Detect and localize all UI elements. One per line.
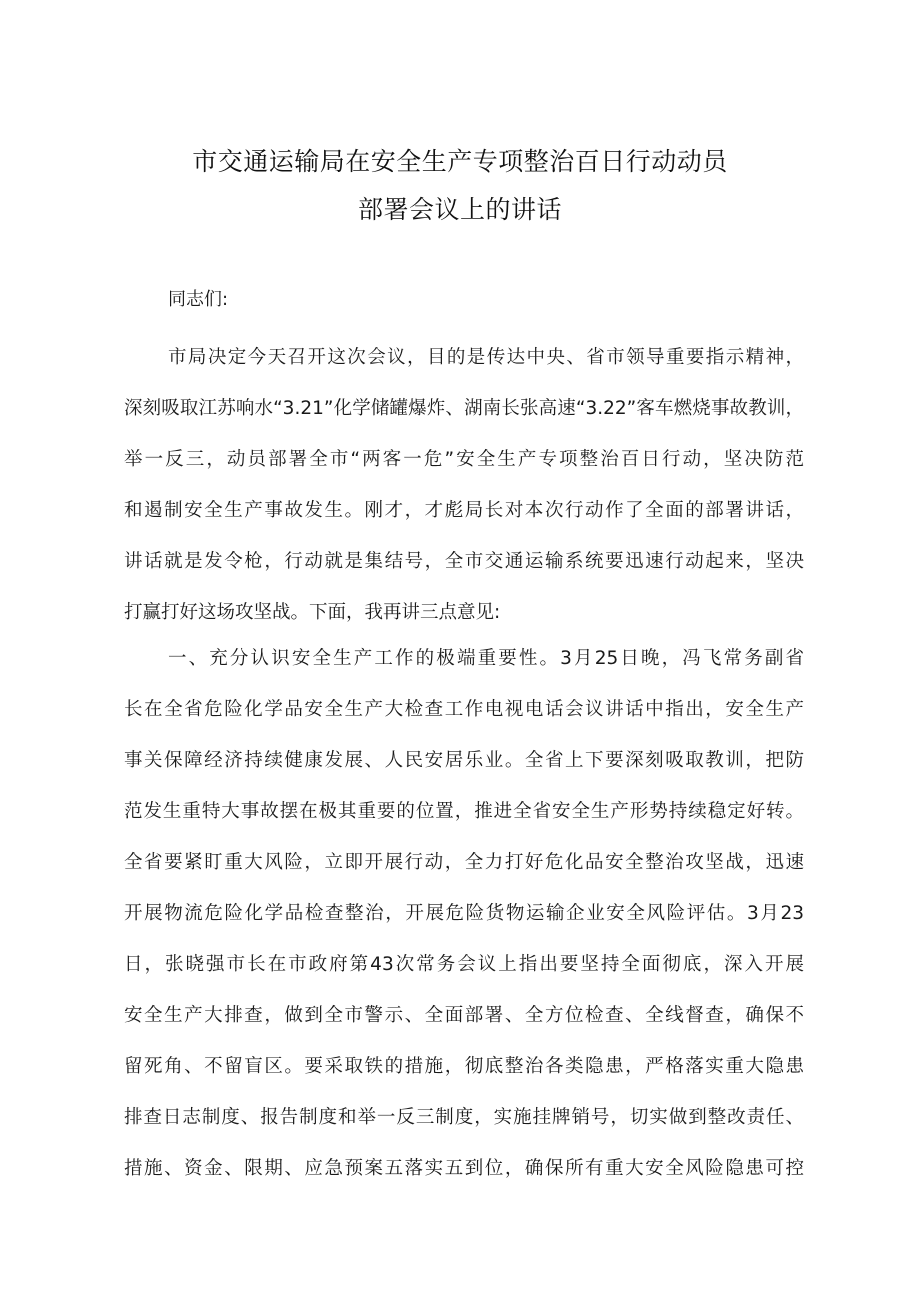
paragraph-line: 措施、资金、限期、应急预案五落实五到位，确保所有重大安全风险隐患可控	[124, 1158, 804, 1179]
paragraph-line: 开展物流危险化学品检查整治，开展危险货物运输企业安全风险评估。3月23	[124, 903, 804, 924]
paragraph-line: 深刻吸取江苏响水“3.21”化学储罐爆炸、湖南长张高速“3.22”客车燃烧事故教训，	[124, 398, 804, 419]
paragraph-line: 打赢打好这场攻坚战。下面，我再讲三点意见:	[124, 602, 501, 623]
paragraph-line: 安全生产大排查，做到全市警示、全面部署、全方位检查、全线督查，确保不	[124, 1005, 804, 1026]
paragraph-line: 留死角、不留盲区。要采取铁的措施，彻底整治各类隐患，严格落实重大隐患	[124, 1056, 804, 1077]
paragraph-line: 事关保障经济持续健康发展、人民安居乐业。全省上下要深刻吸取教训，把防	[124, 750, 804, 771]
paragraph-line: 排查日志制度、报告制度和举一反三制度，实施挂牌销号，切实做到整改责任、	[124, 1107, 804, 1128]
paragraph-line: 全省要紧盯重大风险，立即开展行动，全力打好危化品安全整治攻坚战，迅速	[124, 852, 804, 873]
salutation: 同志们:	[168, 289, 229, 310]
title-line-2: 部署会议上的讲话	[357, 195, 562, 224]
title-line-1: 市交通运输局在安全生产专项整治百日行动动员	[192, 147, 728, 176]
paragraph-line: 长在全省危险化学品安全生产大检查工作电视电话会议讲话中指出，安全生产	[124, 699, 804, 720]
paragraph-line: 举一反三，动员部署全市“两客一危”安全生产专项整治百日行动，坚决防范	[124, 449, 804, 470]
paragraph-line: 范发生重特大事故摆在极其重要的位置，推进全省安全生产形势持续稳定好转。	[124, 801, 804, 822]
paragraph-line: 讲话就是发令枪，行动就是集结号，全市交通运输系统要迅速行动起来，坚决	[124, 551, 804, 572]
paragraph-line: 日，张晓强市长在市政府第43次常务会议上指出要坚持全面彻底，深入开展	[124, 954, 804, 975]
document-title	[0, 138, 920, 234]
paragraph-line: 和遏制安全生产事故发生。刚才，才彪局长对本次行动作了全面的部署讲话，	[124, 500, 804, 521]
paragraph-2	[124, 633, 804, 1194]
paragraph-line: 一、充分认识安全生产工作的极端重要性。3月25日晚，冯飞常务副省	[168, 648, 804, 669]
paragraph-line: 市局决定今天召开这次会议，目的是传达中央、省市领导重要指示精神，	[168, 347, 804, 368]
paragraph-1	[124, 332, 804, 638]
